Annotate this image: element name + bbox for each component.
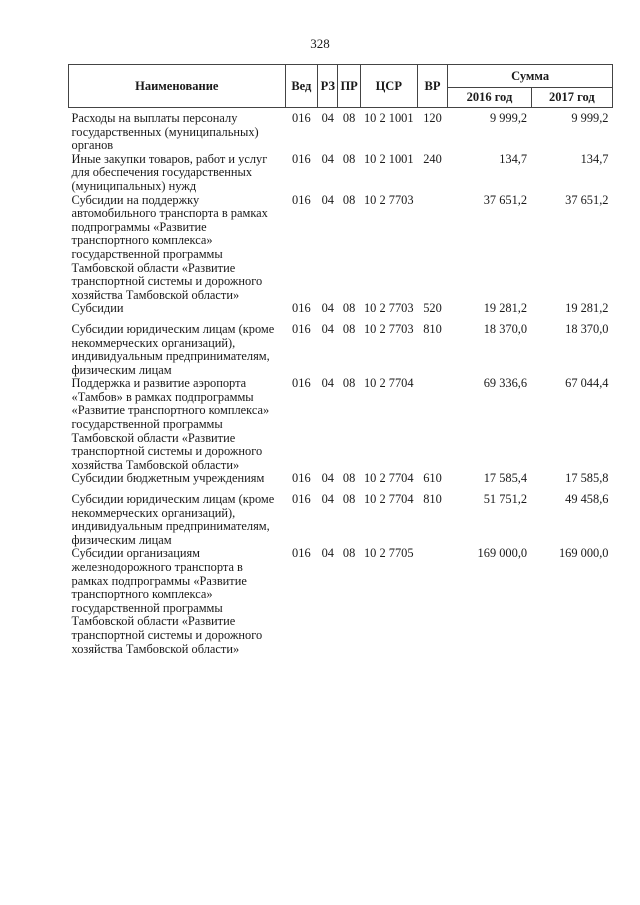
cell-pr: 08	[342, 546, 356, 561]
cell-pr: 08	[342, 192, 356, 207]
table-header	[69, 65, 613, 108]
header-name: Наименование	[69, 65, 286, 108]
budget-table	[68, 64, 613, 656]
cell-rz: 04	[321, 546, 334, 561]
cell-sum-2017: 169 000,0	[558, 546, 609, 561]
cell-csr: 10 2 7703	[363, 192, 414, 207]
cell-sum-2016: 169 000,0	[477, 546, 528, 561]
table-row	[69, 108, 613, 153]
budget-table-container	[68, 64, 613, 656]
cell-name: Субсидии юридическим лицам (кроме некоммерческих организаций), индивидуальным предпринимателям, физическим лицам	[71, 321, 275, 377]
header-rz: РЗ	[318, 65, 338, 108]
cell-pr: 08	[342, 301, 356, 316]
cell-csr: 10 2 1001	[363, 111, 414, 125]
cell-csr: 10 2 7704	[363, 471, 414, 486]
table-row	[69, 472, 613, 493]
cell-sum-2017: 49 458,6	[565, 492, 609, 507]
cell-rz: 04	[321, 471, 334, 486]
cell-name: Поддержка и развитие аэропорта «Тамбов» в рамках подпрограммы «Развитие транспортного комплекса» государственной программы Тамбовской области «Развитие транспортной системы и дорожного хозяйства Тамбовской области»	[71, 376, 270, 472]
cell-pr: 08	[342, 111, 356, 125]
cell-sum-2017: 19 281,2	[565, 301, 609, 316]
table-row	[69, 493, 613, 547]
cell-sum-2017: 134,7	[580, 151, 609, 166]
cell-ved: 016	[292, 301, 311, 316]
cell-csr: 10 2 7704	[363, 492, 414, 507]
header-sum: Сумма	[448, 65, 613, 88]
cell-sum-2016: 37 651,2	[483, 192, 528, 207]
table-row	[69, 377, 613, 472]
cell-ved: 016	[292, 471, 311, 486]
cell-pr: 08	[342, 321, 356, 336]
cell-csr: 10 2 1001	[363, 151, 414, 166]
table-row	[69, 323, 613, 377]
header-ved: Вед	[285, 65, 318, 108]
cell-pr: 08	[342, 151, 356, 166]
table-row	[69, 194, 613, 303]
cell-name: Субсидии на поддержку автомобильного транспорта в рамках подпрограммы «Развитие транспортного комплекса» государственной программы Тамбовской области «Развитие транспортной системы и дорожного хозяйства Тамбовской области»	[71, 192, 268, 302]
cell-sum-2016: 69 336,6	[483, 376, 528, 391]
header-vr: ВР	[417, 65, 448, 108]
header-year-2017: 2017 год	[531, 88, 612, 108]
table-body	[69, 108, 613, 657]
table-row	[69, 547, 613, 656]
cell-sum-2017: 9 999,2	[571, 111, 609, 125]
cell-ved: 016	[292, 546, 311, 561]
cell-vr	[417, 194, 448, 303]
cell-ved: 016	[292, 321, 311, 336]
cell-rz: 04	[321, 192, 334, 207]
header-csr: ЦСР	[360, 65, 417, 108]
cell-ved: 016	[292, 151, 311, 166]
cell-csr: 10 2 7703	[363, 301, 414, 316]
cell-sum-2016: 18 370,0	[483, 321, 528, 336]
header-pr: ПР	[338, 65, 360, 108]
cell-rz: 04	[321, 151, 334, 166]
cell-vr: 240	[423, 151, 442, 166]
cell-sum-2017: 18 370,0	[565, 321, 609, 336]
table-row	[69, 153, 613, 194]
cell-name: Иные закупки товаров, работ и услуг для обеспечения государственных (муниципальных) нужд	[71, 151, 268, 193]
cell-pr: 08	[342, 376, 356, 391]
cell-sum-2016: 9 999,2	[489, 111, 528, 125]
cell-rz: 04	[321, 321, 334, 336]
cell-sum-2017: 67 044,4	[565, 376, 609, 391]
cell-ved: 016	[292, 192, 311, 207]
cell-vr	[417, 547, 448, 656]
cell-vr: 120	[423, 111, 442, 125]
cell-vr: 810	[423, 492, 442, 507]
cell-name: Субсидии бюджетным учреждениям	[71, 471, 265, 486]
page-number: 328	[310, 36, 330, 51]
cell-csr: 10 2 7704	[363, 376, 414, 391]
cell-vr: 610	[423, 471, 442, 486]
cell-rz: 04	[321, 301, 334, 316]
cell-rz: 04	[321, 492, 334, 507]
cell-sum-2017: 17 585,8	[565, 471, 609, 486]
cell-name: Субсидии юридическим лицам (кроме некоммерческих организаций), индивидуальным предпринимателям, физическим лицам	[71, 492, 275, 547]
cell-pr: 08	[342, 471, 356, 486]
header-year-2016: 2016 год	[448, 88, 531, 108]
cell-sum-2016: 17 585,4	[483, 471, 528, 486]
cell-sum-2017: 37 651,2	[565, 192, 609, 207]
cell-csr: 10 2 7705	[363, 546, 414, 561]
cell-name: Субсидии организациям железнодорожного транспорта в рамках подпрограммы «Развитие транспортного комплекса» государственной программы Тамбовской области «Развитие транспортной системы и дорожного хозяйства Тамбовской области»	[71, 546, 263, 656]
cell-pr: 08	[342, 492, 356, 507]
cell-name: Субсидии	[71, 301, 124, 316]
table-row	[69, 302, 613, 323]
cell-vr: 810	[423, 321, 442, 336]
cell-sum-2016: 51 751,2	[483, 492, 528, 507]
cell-ved: 016	[292, 376, 311, 391]
cell-vr: 520	[423, 301, 442, 316]
cell-ved: 016	[292, 111, 311, 125]
cell-name: Расходы на выплаты персоналу государственных (муниципальных) органов	[71, 111, 259, 153]
cell-vr	[417, 377, 448, 472]
cell-rz: 04	[321, 376, 334, 391]
cell-rz: 04	[321, 111, 334, 125]
cell-ved: 016	[292, 492, 311, 507]
cell-csr: 10 2 7703	[363, 321, 414, 336]
cell-sum-2016: 134,7	[499, 151, 528, 166]
cell-sum-2016: 19 281,2	[483, 301, 528, 316]
